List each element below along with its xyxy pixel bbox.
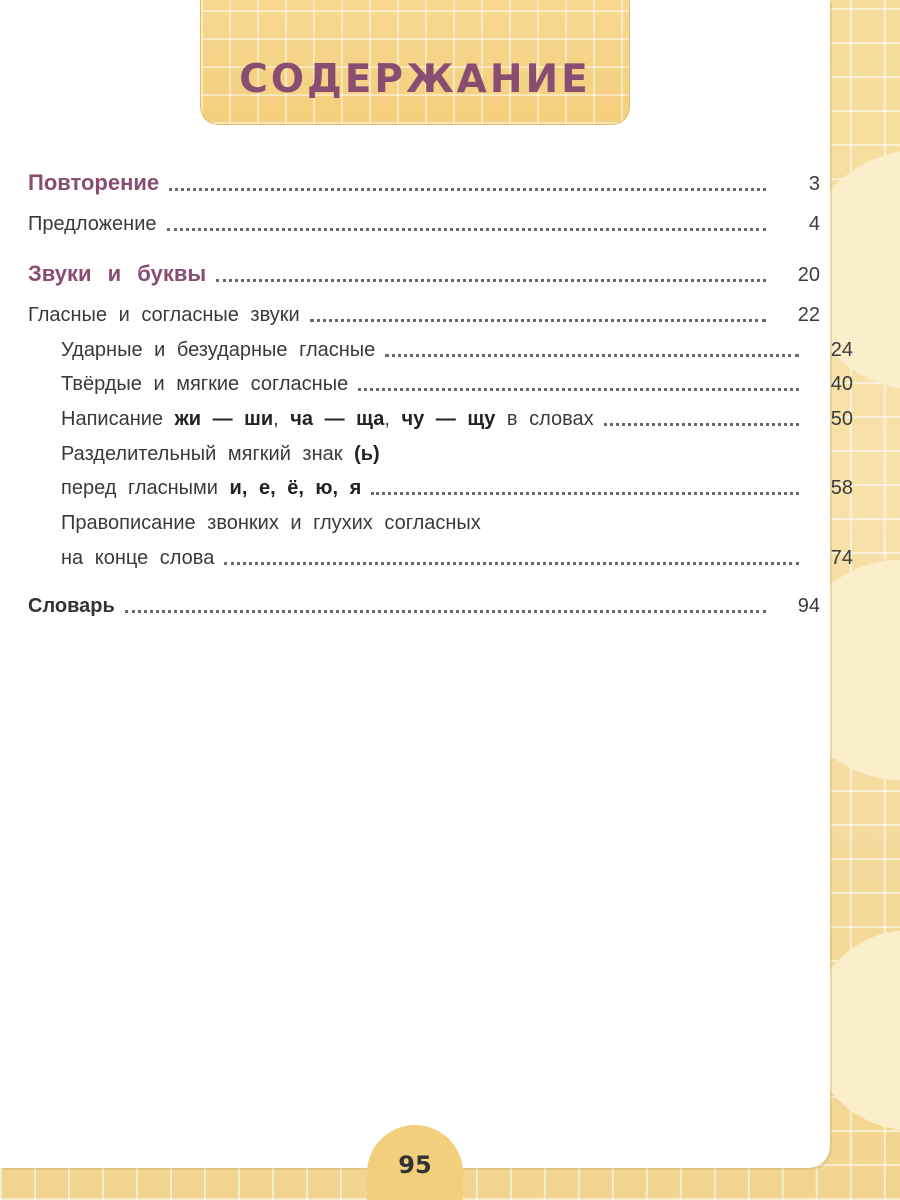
toc-entry-sentence[interactable]: [0, 206, 820, 236]
toc-entry-spelling-zhi-shi[interactable]: [0, 401, 853, 431]
dot-leader: [125, 610, 766, 613]
toc-label: Правописание звонких и глухих согласных: [61, 512, 481, 534]
toc-page-number: 58: [830, 477, 853, 499]
toc-entry-stressed-vowels[interactable]: [0, 332, 853, 362]
toc-page-number: 20: [797, 264, 820, 286]
toc-section-sounds-letters[interactable]: [0, 257, 820, 287]
dot-leader: [224, 562, 799, 565]
toc-entry-vowels-consonants[interactable]: [0, 297, 820, 327]
title-tab: [200, 0, 630, 125]
toc-label-sep-1: ,: [273, 408, 279, 430]
dot-leader: [385, 354, 799, 357]
toc-page-number: 4: [808, 213, 820, 235]
toc-label-bold-2: ча — ща: [290, 408, 385, 430]
page-title: СОДЕРЖАНИЕ: [239, 56, 591, 102]
dot-leader: [371, 492, 799, 495]
dot-leader: [169, 188, 766, 191]
toc-label-bold-1: жи — ши: [174, 408, 274, 430]
toc-label: Разделительный мягкий знак: [61, 443, 343, 465]
toc-label-bold-3: чу — щу: [401, 408, 496, 430]
toc-label-suffix: в словах: [506, 408, 594, 430]
toc-label: Гласные и согласные звуки: [28, 304, 300, 326]
toc-label: [61, 477, 361, 500]
toc-entry-dictionary[interactable]: [0, 588, 820, 618]
toc-section-repetition[interactable]: [0, 166, 820, 196]
toc-page-number: 40: [830, 373, 853, 395]
toc-entry-hard-soft-consonants[interactable]: [0, 366, 853, 396]
toc-label-prefix: перед гласными: [61, 477, 218, 499]
toc-label: [61, 408, 594, 431]
toc-label: Твёрдые и мягкие согласные: [61, 373, 349, 395]
toc-label: Ударные и безударные гласные: [61, 339, 376, 361]
toc-label-bold: (ь): [354, 443, 380, 465]
toc-page-number: 74: [830, 547, 853, 569]
toc-label: Словарь: [28, 595, 115, 617]
toc-label-sep-2: ,: [384, 408, 390, 430]
toc-page-number: 22: [797, 304, 820, 326]
toc-label: Предложение: [28, 213, 157, 235]
dot-leader: [604, 423, 799, 426]
toc-label: Повторение: [28, 170, 160, 195]
toc-label: Звуки и буквы: [28, 261, 207, 286]
toc-page-number: 3: [808, 173, 820, 195]
dot-leader: [358, 388, 799, 391]
toc-page-number: 50: [830, 408, 853, 430]
toc-entry-voiced-line1[interactable]: [61, 505, 481, 535]
toc-entry-soft-sign-line2[interactable]: [0, 470, 853, 500]
toc-label-prefix: Написание: [61, 408, 164, 430]
page-number: 95: [398, 1151, 432, 1179]
dot-leader: [167, 228, 767, 231]
toc-label: на конце слова: [61, 547, 215, 569]
dot-leader: [310, 319, 766, 322]
toc-entry-soft-sign-line1[interactable]: [61, 436, 380, 466]
dot-leader: [216, 279, 766, 282]
toc-page-number: 24: [830, 339, 853, 361]
toc-entry-voiced-line2[interactable]: [0, 540, 853, 570]
toc-label-bold: и, е, ё, ю, я: [229, 477, 362, 499]
toc-page-number: 94: [797, 595, 820, 617]
